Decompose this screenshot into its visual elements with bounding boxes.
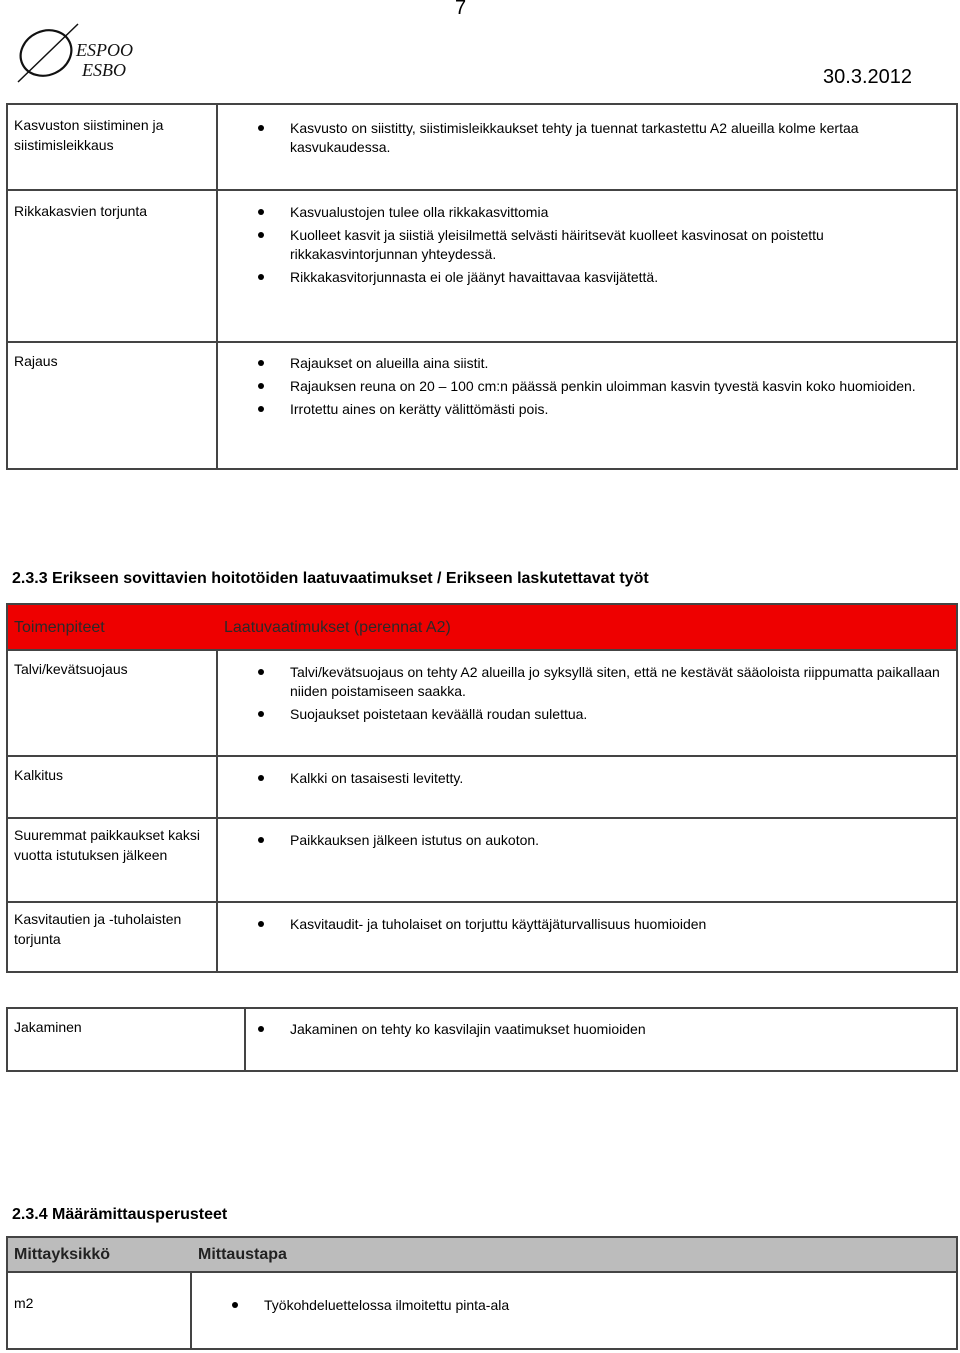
row-label: m2 (14, 1295, 34, 1311)
maintenance-table-1 (6, 103, 958, 470)
row-label: Rajaus (14, 353, 58, 369)
row-label: Suuremmat paikkaukset kaksi vuotta istutuksen jälkeen (14, 827, 200, 863)
table-row (8, 1273, 956, 1348)
logo-line1: ESPOO (76, 40, 133, 60)
table-header-row (8, 605, 956, 651)
list-item: Rajaukset on alueilla aina siistit. (290, 354, 945, 373)
list-item: Kasvualustojen tulee olla rikkakasvittomia (290, 203, 945, 222)
list-item: Paikkauksen jälkeen istutus on aukoton. (290, 831, 945, 850)
table-header-row (8, 1238, 956, 1273)
row-label: Kasvitautien ja -tuholaisten torjunta (14, 911, 182, 947)
measurement-table (6, 1236, 958, 1350)
row-label: Rikkakasvien torjunta (14, 203, 148, 219)
list-item: Suojaukset poistetaan keväällä roudan sulettua. (290, 705, 945, 724)
section-heading-233: 2.3.3 Erikseen sovittavien hoitotöiden laatuvaatimukset / Erikseen laskutettavat työt (12, 570, 649, 587)
list-item: Kuolleet kasvit ja siistiä yleisilmettä selvästi häiritsevät kuolleet kasvinosat on poistettu rikkakasvintorjunnan yhteydessä. (290, 226, 945, 264)
list-item: Talvi/kevätsuojaus on tehty A2 alueilla jo syksyllä siten, että ne kestävät sääoloista riippumatta paikallaan niiden poistamiseen saakka. (290, 663, 945, 701)
list-item: Kalkki on tasaisesti levitetty. (290, 769, 945, 788)
table-row (8, 757, 956, 819)
list-item: Työkohdeluettelossa ilmoitettu pinta-ala (264, 1296, 944, 1315)
column-header-mittayksikko: Mittayksikkö (14, 1246, 111, 1263)
list-item: Irrotettu aines on kerätty välittömästi pois. (290, 400, 945, 419)
list-item: Rikkakasvitorjunnasta ei ole jäänyt havaittavaa kasvijätettä. (290, 268, 945, 287)
row-label: Talvi/kevätsuojaus (14, 661, 128, 677)
list-item: Jakaminen on tehty ko kasvilajin vaatimukset huomioiden (290, 1020, 945, 1039)
logo-line2: ESBO (82, 60, 126, 80)
jakaminen-table (6, 1007, 958, 1072)
column-header-laatuvaatimukset: Laatuvaatimukset (perennat A2) (224, 619, 451, 636)
table-row (8, 819, 956, 903)
table-row (8, 105, 956, 191)
table-row (8, 343, 956, 468)
document-date: 30.3.2012 (823, 66, 912, 88)
section-heading-234: 2.3.4 Määrämittausperusteet (12, 1206, 228, 1223)
table-row (8, 191, 956, 343)
maintenance-table-233 (6, 603, 958, 973)
row-label: Kasvuston siistiminen ja siistimisleikkaus (14, 117, 164, 153)
espoo-logo (12, 20, 142, 90)
row-label: Jakaminen (14, 1019, 82, 1035)
table-row (8, 903, 956, 971)
list-item: Rajauksen reuna on 20 – 100 cm:n päässä penkin uloimman kasvin tyvestä kasvin koko huomioiden. (290, 377, 945, 396)
table-row (8, 651, 956, 757)
list-item: Kasvitaudit- ja tuholaiset on torjuttu käyttäjäturvallisuus huomioiden (290, 915, 945, 934)
row-label: Kalkitus (14, 767, 64, 783)
page-number: 7 (455, 0, 467, 19)
column-header-mittaustapa: Mittaustapa (198, 1246, 287, 1263)
column-header-toimenpiteet: Toimenpiteet (14, 619, 105, 636)
list-item: Kasvusto on siistitty, siistimisleikkaukset tehty ja tuennat tarkastettu A2 alueilla kolme kertaa kasvukaudessa. (290, 119, 945, 157)
